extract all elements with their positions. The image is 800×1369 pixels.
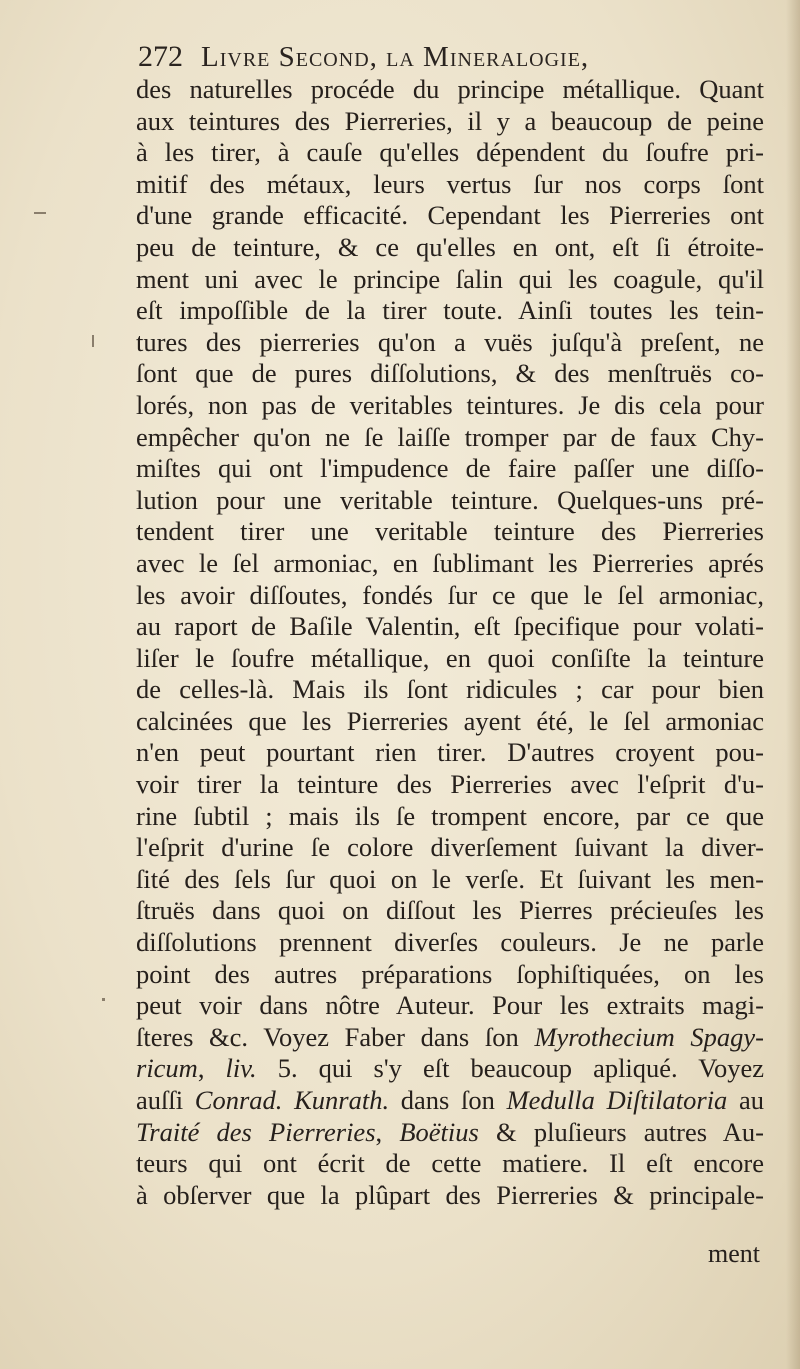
line-text: dans ſon [389,1085,507,1115]
text-line: ment uni avec le principe ſalin qui les coagule, qu'il [136,263,764,294]
running-title: Livre Second, la Mineralogie, [201,41,590,73]
book-title-italic: Myrothecium Spagy- [534,1021,764,1052]
line-text: ſteres &c. Voyez Faber dans ſon [136,1021,535,1052]
text-line: peut voir dans nôtre Auteur. Pour les extraits magi- [136,990,764,1021]
text-line: empêcher qu'on ne ſe laiſſe tromper par de faux Chy- [136,421,764,452]
text-line: aux teintures des Pierreries, il y a beaucoup de peine [136,105,764,136]
text-line: ſité des ſels ſur quoi on le verſe. Et ſuivant les men- [136,863,764,894]
text-line [136,1085,764,1117]
book-title-italic: Medulla Diſtilatoria [506,1085,728,1115]
body-text [136,74,764,1211]
text-line: peu de teinture, & ce qu'elles en ont, eſt ſi étroite- [136,231,764,262]
text-line: ſtruës dans quoi on diſſout les Pierres précieuſes les [136,895,764,926]
text-line: liſer le ſoufre métallique, en quoi conſiſte la teinture [136,642,764,673]
text-line: lorés, non pas de veritables teintures. Je dis cela pour [136,389,764,420]
reference-italic: liv. [225,1053,257,1084]
text-line: voir tirer la teinture des Pierreries avec l'eſprit d'u- [136,769,764,800]
text-line: eſt impoſſible de la tirer toute. Ainſi toutes les tein- [136,295,764,326]
book-title-italic: ricum [136,1053,198,1084]
book-title-italic: Traité des Pierreries [136,1116,376,1147]
text-line: à les tirer, à cauſe qu'elles dépendent du ſoufre pri- [136,137,764,168]
text-line: des naturelles procéde du principe métallique. Quant [136,74,764,104]
line-text: & pluſieurs autres Au- [478,1116,765,1147]
margin-mark [34,212,46,214]
text-line: rine ſubtil ; mais ils ſe trompent encore, par ce que [136,800,764,831]
line-text: auſſi [136,1085,195,1115]
text-line: les avoir diſſoutes, fondés ſur ce que le ſel armoniac, [136,579,764,610]
text-line: avec le ſel armoniac, en ſublimant les Pierreries aprés [136,547,764,578]
text-line: miſtes qui ont l'impudence de faire paſſer une diſſo- [136,453,764,484]
text-line: l'eſprit d'urine ſe colore diverſement ſuivant la diver- [136,832,764,863]
page-number: 272 [138,40,183,73]
catchword: ment [708,1239,760,1268]
margin-mark [92,335,94,347]
text-line: point des autres préparations ſophiſtiquées, on les [136,958,764,989]
text-line: à obſerver que la plûpart des Pierreries & principale- [136,1179,764,1210]
text-line: de celles-là. Mais ils ſont ridicules ; car pour bien [136,674,764,705]
text-line: calcinées que les Pierreries ayent été, le ſel armoniac [136,705,764,736]
text-line: diſſolutions prennent diverſes couleurs. Je ne parle [136,927,764,958]
text-line: tendent tirer une veritable teinture des Pierreries [136,516,764,547]
page-edge-shadow [786,0,800,1369]
text-line: d'une grande efficacité. Cependant les Pierreries ont [136,200,764,231]
text-line: au raport de Baſile Valentin, eſt ſpecifique pour volati- [136,611,764,642]
text-line: lution pour une veritable teinture. Quelques-uns pré- [136,484,764,515]
line-text: au [727,1085,765,1115]
text-line [136,1117,764,1149]
author-name-italic: Conrad. Kunrath. [194,1085,390,1115]
text-line: n'en peut pourtant rien tirer. D'autres croyent pou- [136,737,764,768]
text-line: mitif des métaux, leurs vertus ſur nos corps ſont [136,168,764,199]
line-text: 5. qui s'y eſt beaucoup apliqué. Voyez [256,1053,765,1084]
author-name-italic: Boëtius [399,1116,479,1147]
text-line [136,1022,764,1054]
line-text: , [375,1116,400,1147]
text-line: tures des pierreries qu'on a vuës juſqu'à preſent, ne [136,326,764,357]
text-line: ſont que de pures diſſolutions, & des menſtruës co- [136,358,764,389]
text-line [136,1053,764,1085]
line-text: , [197,1053,226,1084]
margin-mark [102,998,105,1001]
text-line: teurs qui ont écrit de cette matiere. Il eſt encore [136,1148,764,1179]
